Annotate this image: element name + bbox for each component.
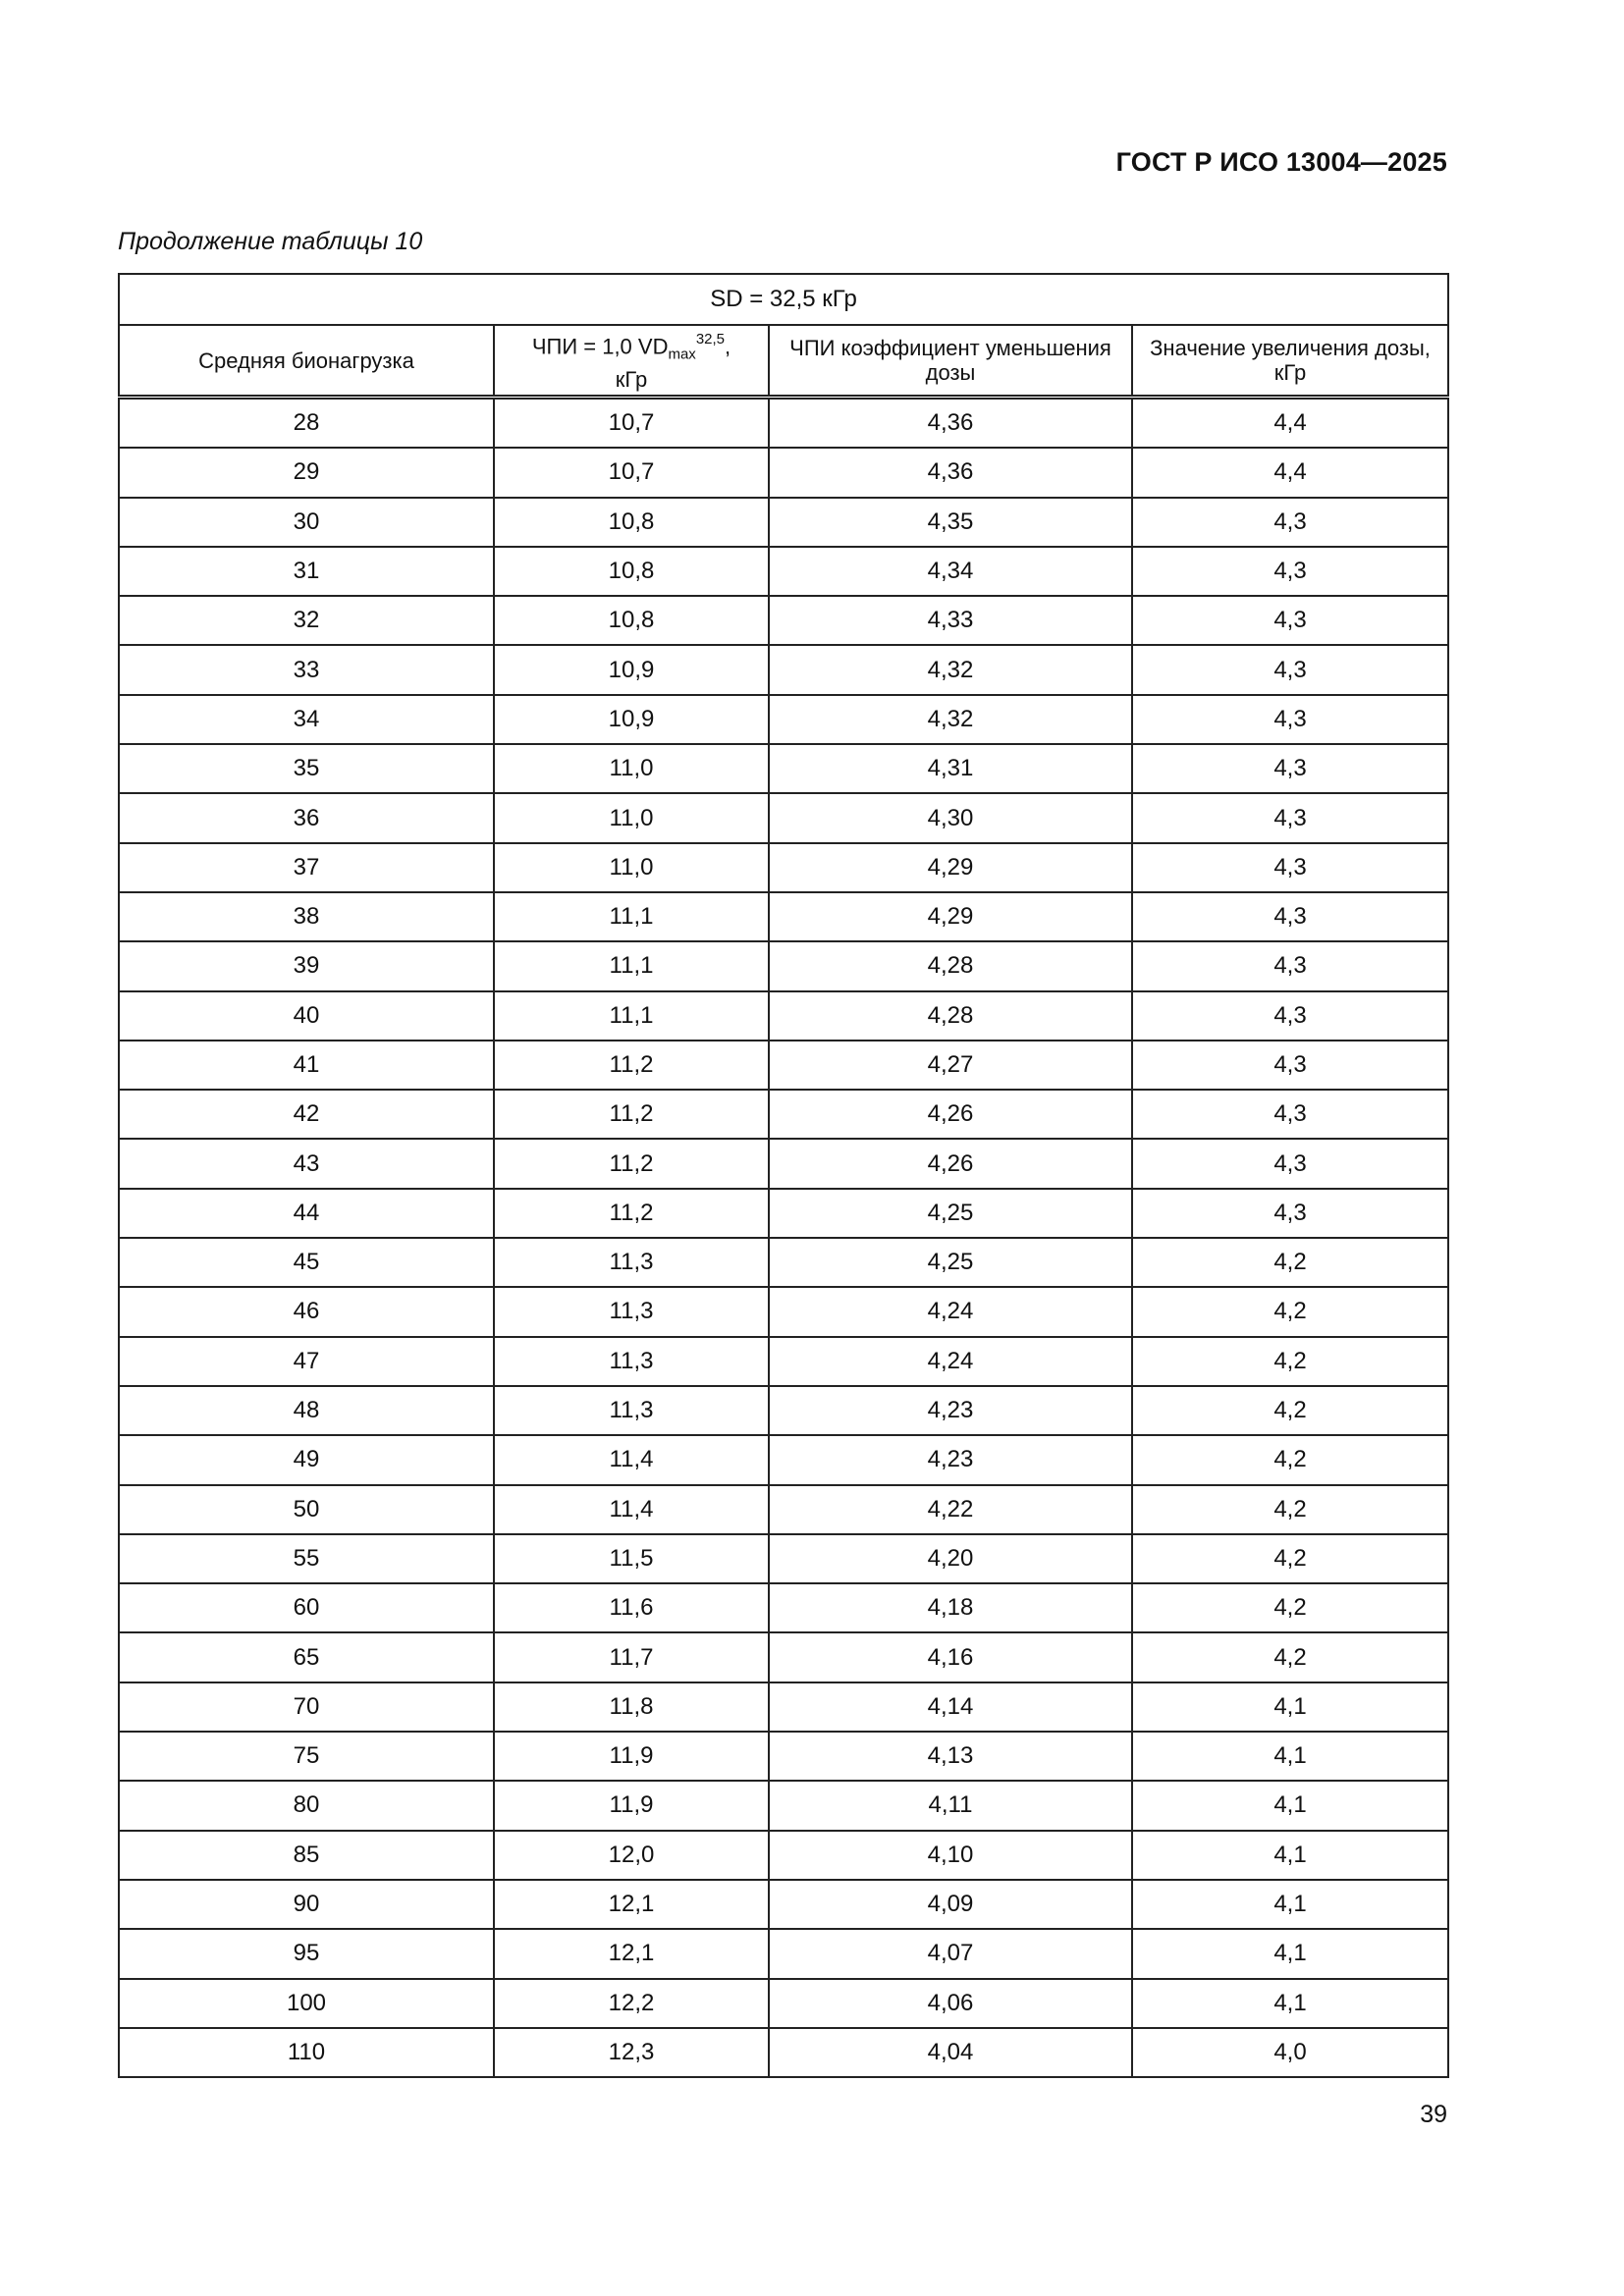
document-code: ГОСТ Р ИСО 13004—2025 [1115, 147, 1447, 177]
sd-header: SD = 32,5 кГр [119, 274, 1448, 325]
cell-bioburden: 55 [119, 1534, 494, 1583]
table-row [119, 1435, 1448, 1484]
cell-reduction-factor: 4,36 [769, 398, 1132, 449]
cell-dose-increment: 4,1 [1132, 1732, 1448, 1781]
cell-bioburden: 39 [119, 941, 494, 990]
cell-vdmax: 12,1 [494, 1880, 769, 1929]
cell-dose-increment: 4,1 [1132, 1929, 1448, 1978]
column-header-reduction-factor: ЧПИ коэффициент уменьшения дозы [769, 325, 1132, 398]
cell-bioburden: 80 [119, 1781, 494, 1830]
cell-reduction-factor: 4,24 [769, 1337, 1132, 1386]
cell-dose-increment: 4,3 [1132, 793, 1448, 842]
cell-reduction-factor: 4,30 [769, 793, 1132, 842]
cell-reduction-factor: 4,25 [769, 1238, 1132, 1287]
cell-vdmax: 12,0 [494, 1831, 769, 1880]
cell-dose-increment: 4,3 [1132, 695, 1448, 744]
cell-bioburden: 44 [119, 1189, 494, 1238]
cell-reduction-factor: 4,36 [769, 448, 1132, 497]
table-row [119, 1337, 1448, 1386]
cell-reduction-factor: 4,23 [769, 1386, 1132, 1435]
table-row [119, 695, 1448, 744]
cell-vdmax: 11,5 [494, 1534, 769, 1583]
cell-reduction-factor: 4,09 [769, 1880, 1132, 1929]
cell-dose-increment: 4,1 [1132, 1979, 1448, 2028]
table-row [119, 1534, 1448, 1583]
cell-dose-increment: 4,3 [1132, 843, 1448, 892]
cell-reduction-factor: 4,13 [769, 1732, 1132, 1781]
cell-bioburden: 41 [119, 1041, 494, 1090]
sd-header-row [119, 274, 1448, 325]
table-row [119, 1139, 1448, 1188]
cell-reduction-factor: 4,33 [769, 596, 1132, 645]
cell-reduction-factor: 4,04 [769, 2028, 1132, 2077]
cell-dose-increment: 4,2 [1132, 1435, 1448, 1484]
cell-vdmax: 10,7 [494, 398, 769, 449]
table-row [119, 1632, 1448, 1682]
cell-reduction-factor: 4,26 [769, 1090, 1132, 1139]
table-row [119, 1781, 1448, 1830]
table-row [119, 991, 1448, 1041]
cell-dose-increment: 4,4 [1132, 448, 1448, 497]
cell-bioburden: 33 [119, 645, 494, 694]
cell-dose-increment: 4,2 [1132, 1583, 1448, 1632]
cell-reduction-factor: 4,14 [769, 1682, 1132, 1732]
cell-reduction-factor: 4,35 [769, 498, 1132, 547]
cell-bioburden: 100 [119, 1979, 494, 2028]
column-header-bioburden: Средняя бионагрузка [119, 325, 494, 398]
cell-dose-increment: 4,3 [1132, 596, 1448, 645]
cell-dose-increment: 4,3 [1132, 744, 1448, 793]
cell-vdmax: 11,1 [494, 991, 769, 1041]
vdmax-subscript: max [668, 346, 696, 363]
cell-reduction-factor: 4,23 [769, 1435, 1132, 1484]
cell-bioburden: 47 [119, 1337, 494, 1386]
cell-vdmax: 11,9 [494, 1732, 769, 1781]
cell-bioburden: 49 [119, 1435, 494, 1484]
cell-reduction-factor: 4,27 [769, 1041, 1132, 1090]
table-row [119, 596, 1448, 645]
table-row [119, 1929, 1448, 1978]
cell-dose-increment: 4,2 [1132, 1534, 1448, 1583]
cell-vdmax: 10,8 [494, 596, 769, 645]
cell-dose-increment: 4,1 [1132, 1880, 1448, 1929]
cell-dose-increment: 4,3 [1132, 498, 1448, 547]
cell-reduction-factor: 4,28 [769, 941, 1132, 990]
cell-vdmax: 10,7 [494, 448, 769, 497]
table-row [119, 448, 1448, 497]
table-row [119, 1831, 1448, 1880]
cell-bioburden: 38 [119, 892, 494, 941]
cell-dose-increment: 4,0 [1132, 2028, 1448, 2077]
cell-dose-increment: 4,3 [1132, 547, 1448, 596]
cell-dose-increment: 4,3 [1132, 1041, 1448, 1090]
cell-bioburden: 29 [119, 448, 494, 497]
cell-reduction-factor: 4,29 [769, 843, 1132, 892]
cell-bioburden: 95 [119, 1929, 494, 1978]
cell-bioburden: 50 [119, 1485, 494, 1534]
table-body [119, 398, 1448, 2078]
cell-vdmax: 11,7 [494, 1632, 769, 1682]
cell-vdmax: 11,3 [494, 1337, 769, 1386]
vdmax-comma: , [725, 334, 731, 359]
cell-reduction-factor: 4,10 [769, 1831, 1132, 1880]
table-row [119, 2028, 1448, 2077]
cell-vdmax: 10,8 [494, 498, 769, 547]
cell-dose-increment: 4,3 [1132, 941, 1448, 990]
cell-reduction-factor: 4,11 [769, 1781, 1132, 1830]
vdmax-prefix: ЧПИ = 1,0 VD [531, 334, 669, 359]
cell-vdmax: 11,0 [494, 793, 769, 842]
cell-reduction-factor: 4,32 [769, 695, 1132, 744]
cell-reduction-factor: 4,20 [769, 1534, 1132, 1583]
cell-bioburden: 110 [119, 2028, 494, 2077]
cell-bioburden: 90 [119, 1880, 494, 1929]
page-number: 39 [1420, 2101, 1447, 2128]
cell-dose-increment: 4,3 [1132, 892, 1448, 941]
cell-vdmax: 12,1 [494, 1929, 769, 1978]
vdmax-superscript: 32,5 [695, 331, 726, 348]
cell-reduction-factor: 4,24 [769, 1287, 1132, 1336]
cell-vdmax: 11,6 [494, 1583, 769, 1632]
cell-vdmax: 10,8 [494, 547, 769, 596]
table-row [119, 1189, 1448, 1238]
table-row [119, 843, 1448, 892]
cell-dose-increment: 4,1 [1132, 1831, 1448, 1880]
cell-reduction-factor: 4,31 [769, 744, 1132, 793]
cell-reduction-factor: 4,07 [769, 1929, 1132, 1978]
table-row [119, 398, 1448, 449]
cell-vdmax: 11,2 [494, 1090, 769, 1139]
cell-reduction-factor: 4,29 [769, 892, 1132, 941]
table-row [119, 547, 1448, 596]
cell-dose-increment: 4,3 [1132, 1189, 1448, 1238]
cell-dose-increment: 4,2 [1132, 1485, 1448, 1534]
cell-reduction-factor: 4,16 [769, 1632, 1132, 1682]
cell-vdmax: 11,2 [494, 1041, 769, 1090]
table-row [119, 1682, 1448, 1732]
cell-vdmax: 10,9 [494, 645, 769, 694]
table-row [119, 793, 1448, 842]
cell-vdmax: 11,9 [494, 1781, 769, 1830]
cell-reduction-factor: 4,32 [769, 645, 1132, 694]
table-row [119, 1880, 1448, 1929]
cell-vdmax: 11,1 [494, 892, 769, 941]
cell-dose-increment: 4,3 [1132, 1139, 1448, 1188]
cell-vdmax: 11,2 [494, 1189, 769, 1238]
cell-reduction-factor: 4,28 [769, 991, 1132, 1041]
column-header-dose-increment: Значение увеличения дозы, кГр [1132, 325, 1448, 398]
cell-vdmax: 11,1 [494, 941, 769, 990]
cell-reduction-factor: 4,22 [769, 1485, 1132, 1534]
table-row [119, 1090, 1448, 1139]
cell-vdmax: 10,9 [494, 695, 769, 744]
cell-reduction-factor: 4,26 [769, 1139, 1132, 1188]
cell-vdmax: 12,3 [494, 2028, 769, 2077]
cell-bioburden: 85 [119, 1831, 494, 1880]
table-row [119, 941, 1448, 990]
cell-bioburden: 35 [119, 744, 494, 793]
cell-dose-increment: 4,1 [1132, 1682, 1448, 1732]
cell-bioburden: 28 [119, 398, 494, 449]
cell-bioburden: 42 [119, 1090, 494, 1139]
cell-dose-increment: 4,1 [1132, 1781, 1448, 1830]
table-row [119, 1979, 1448, 2028]
cell-bioburden: 30 [119, 498, 494, 547]
cell-dose-increment: 4,2 [1132, 1238, 1448, 1287]
cell-bioburden: 70 [119, 1682, 494, 1732]
table-row [119, 1732, 1448, 1781]
cell-dose-increment: 4,3 [1132, 1090, 1448, 1139]
cell-reduction-factor: 4,25 [769, 1189, 1132, 1238]
table-row [119, 1386, 1448, 1435]
cell-bioburden: 32 [119, 596, 494, 645]
cell-vdmax: 11,3 [494, 1238, 769, 1287]
table-row [119, 1041, 1448, 1090]
cell-bioburden: 37 [119, 843, 494, 892]
table-row [119, 498, 1448, 547]
cell-vdmax: 11,0 [494, 744, 769, 793]
table-row [119, 1583, 1448, 1632]
cell-vdmax: 11,4 [494, 1485, 769, 1534]
table-caption: Продолжение таблицы 10 [118, 228, 423, 255]
cell-bioburden: 65 [119, 1632, 494, 1682]
table-row [119, 744, 1448, 793]
cell-vdmax: 11,4 [494, 1435, 769, 1484]
cell-bioburden: 60 [119, 1583, 494, 1632]
cell-reduction-factor: 4,06 [769, 1979, 1132, 2028]
cell-dose-increment: 4,2 [1132, 1287, 1448, 1336]
cell-bioburden: 34 [119, 695, 494, 744]
cell-bioburden: 45 [119, 1238, 494, 1287]
cell-dose-increment: 4,2 [1132, 1632, 1448, 1682]
cell-bioburden: 40 [119, 991, 494, 1041]
column-header-row [119, 325, 1448, 398]
column-header-vdmax [494, 325, 769, 398]
cell-reduction-factor: 4,18 [769, 1583, 1132, 1632]
cell-dose-increment: 4,3 [1132, 991, 1448, 1041]
cell-vdmax: 11,2 [494, 1139, 769, 1188]
cell-vdmax: 11,0 [494, 843, 769, 892]
cell-dose-increment: 4,4 [1132, 398, 1448, 449]
cell-bioburden: 46 [119, 1287, 494, 1336]
table-row [119, 892, 1448, 941]
cell-bioburden: 43 [119, 1139, 494, 1188]
cell-dose-increment: 4,3 [1132, 645, 1448, 694]
cell-vdmax: 11,3 [494, 1287, 769, 1336]
table-row [119, 1485, 1448, 1534]
cell-bioburden: 36 [119, 793, 494, 842]
cell-bioburden: 75 [119, 1732, 494, 1781]
cell-vdmax: 12,2 [494, 1979, 769, 2028]
cell-vdmax: 11,8 [494, 1682, 769, 1732]
vdmax-unit: кГр [615, 366, 648, 392]
cell-bioburden: 48 [119, 1386, 494, 1435]
table-row [119, 645, 1448, 694]
cell-dose-increment: 4,2 [1132, 1337, 1448, 1386]
table-row [119, 1238, 1448, 1287]
data-table [118, 273, 1449, 2078]
cell-vdmax: 11,3 [494, 1386, 769, 1435]
cell-bioburden: 31 [119, 547, 494, 596]
cell-dose-increment: 4,2 [1132, 1386, 1448, 1435]
cell-reduction-factor: 4,34 [769, 547, 1132, 596]
table-row [119, 1287, 1448, 1336]
